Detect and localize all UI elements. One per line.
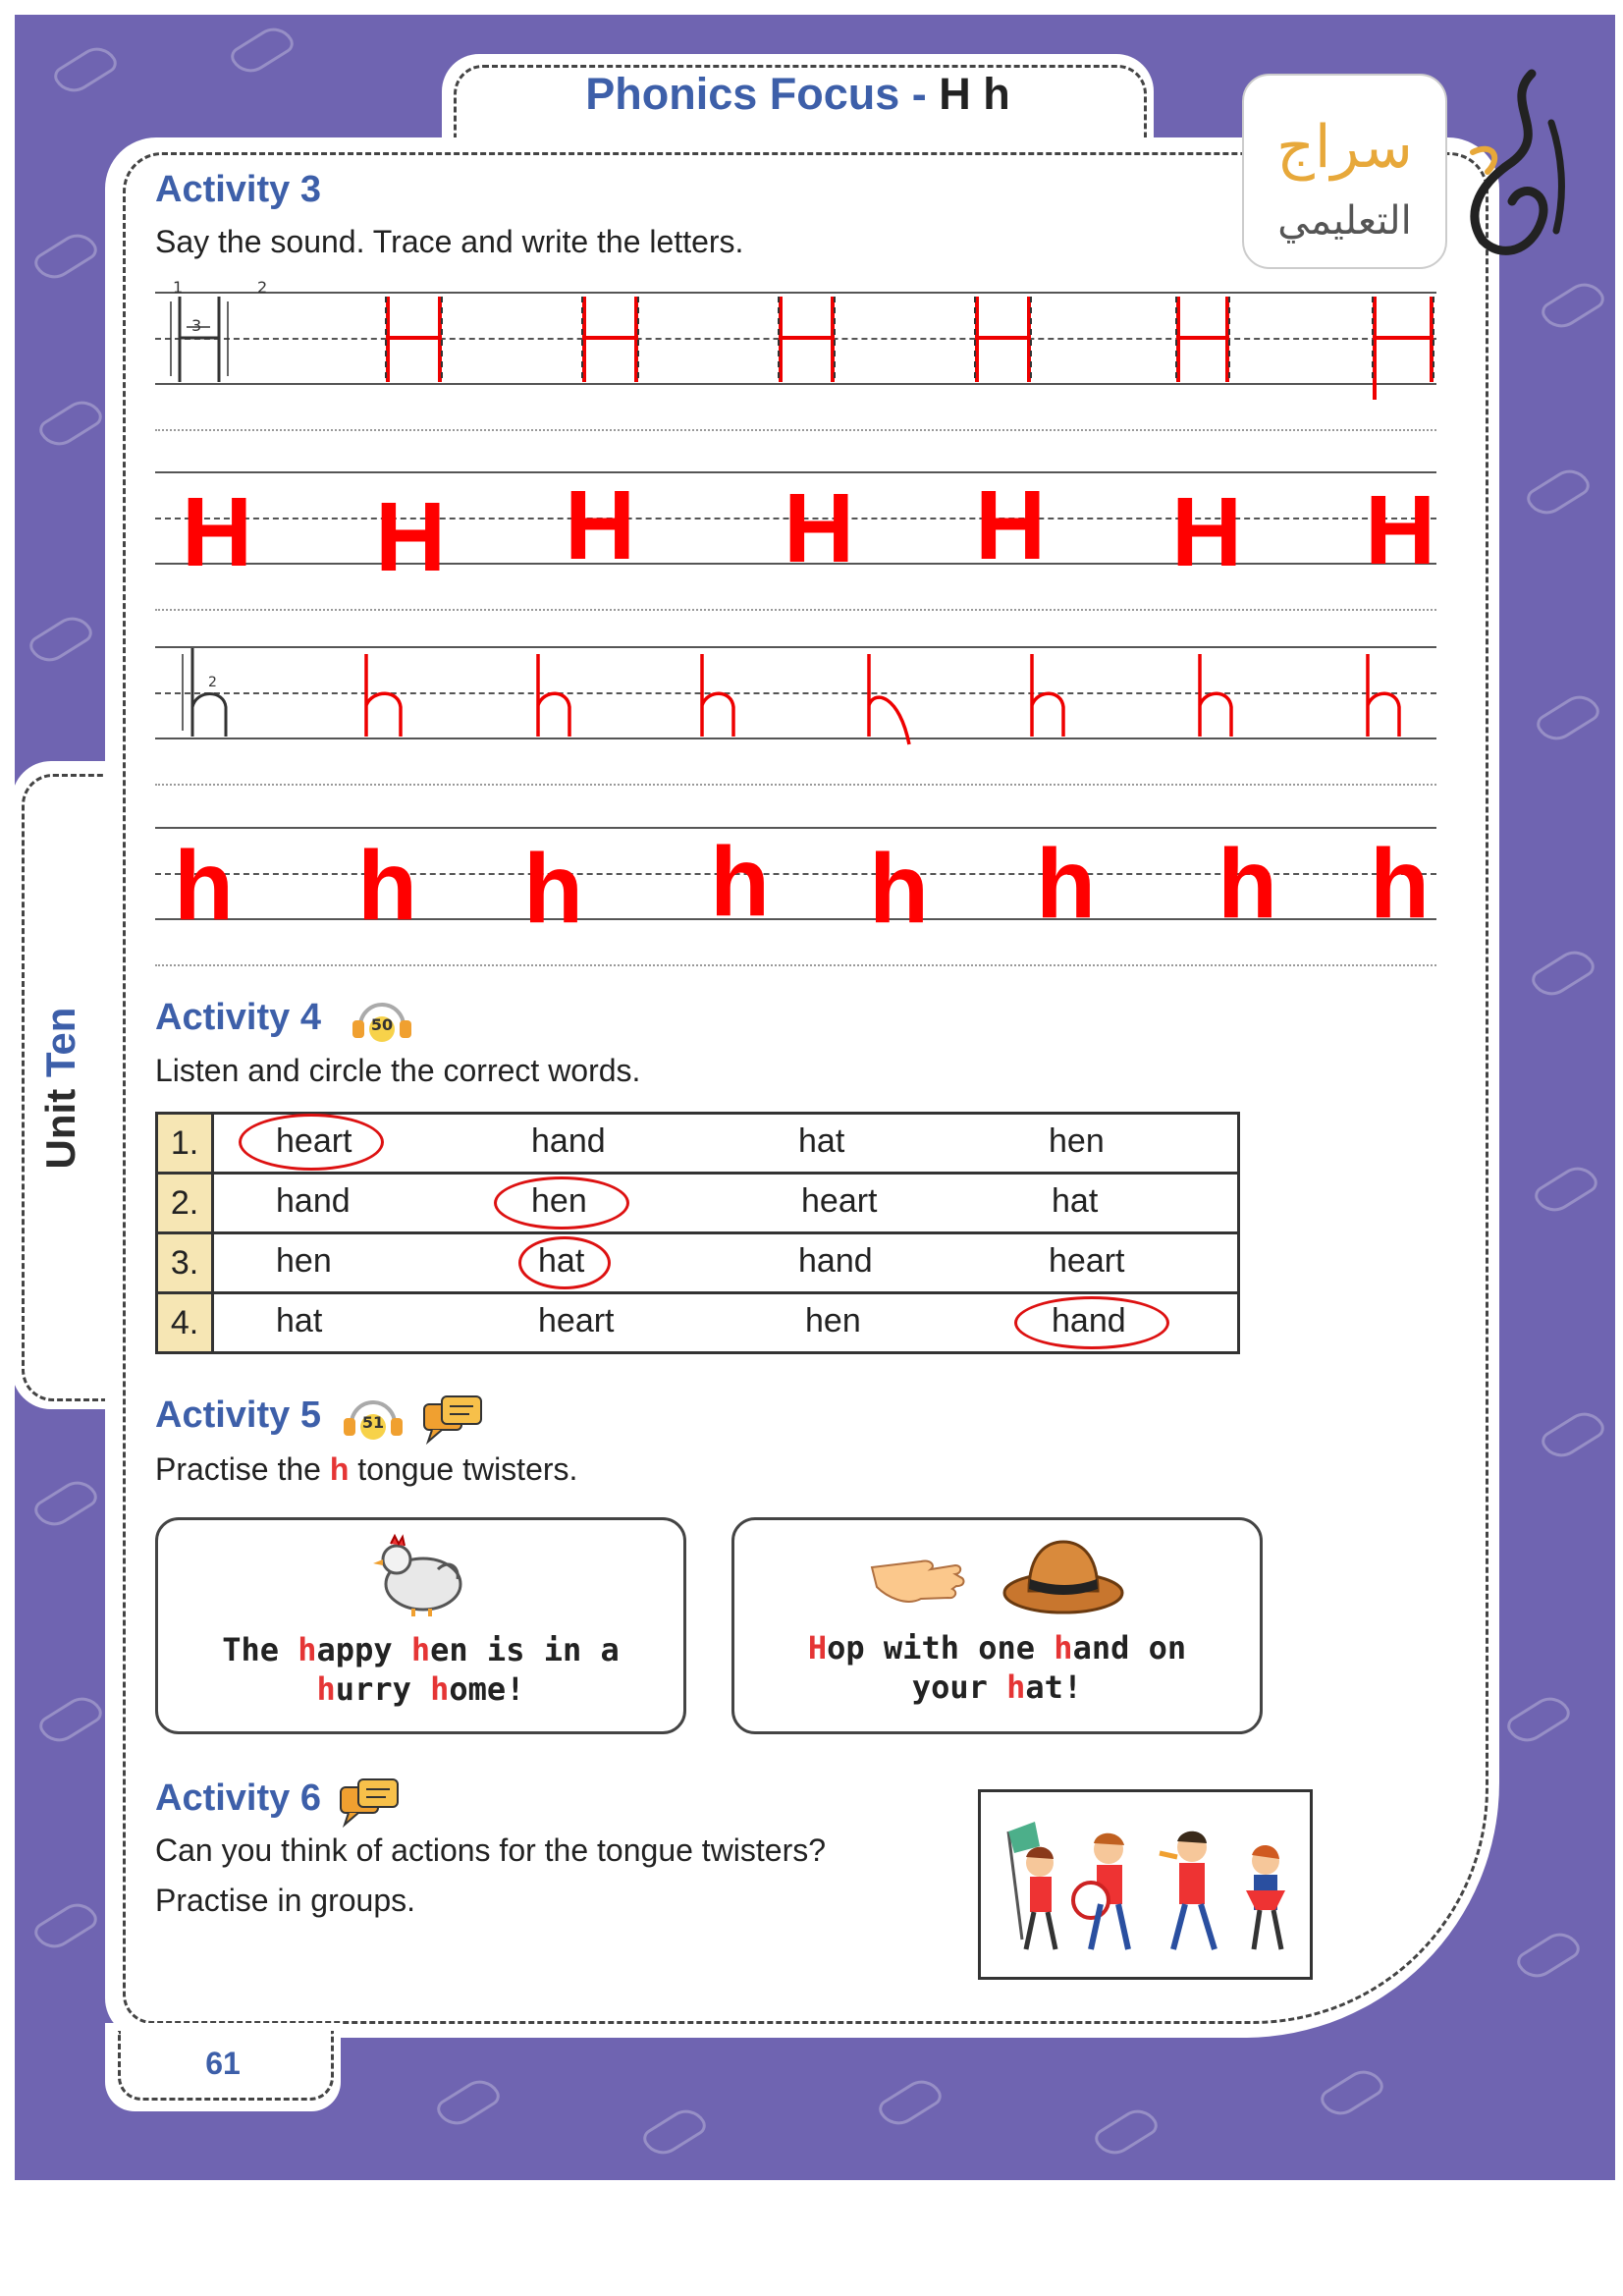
child-figure-3 — [1160, 1831, 1215, 1949]
background-rocket-icon — [35, 393, 105, 453]
background-rocket-icon — [30, 1895, 100, 1955]
child-figure-2 — [1073, 1833, 1128, 1949]
row-number: 3. — [157, 1233, 213, 1293]
tongue-twister-card-2 — [731, 1517, 1263, 1734]
written-letter-h: h — [1036, 829, 1097, 939]
row-words — [213, 1233, 1239, 1293]
word-option[interactable]: hand — [1052, 1302, 1126, 1339]
written-letter-H: H — [182, 477, 253, 587]
activity3-title: Activity 3 — [155, 169, 321, 210]
background-rocket-icon — [1513, 1925, 1583, 1985]
unit-label: Unit Ten — [37, 1007, 83, 1170]
answer-circle — [239, 1114, 384, 1171]
hat-icon — [1000, 1532, 1127, 1620]
child-figure-1 — [1026, 1847, 1055, 1949]
row-words — [213, 1293, 1239, 1353]
background-rocket-icon — [1531, 1159, 1600, 1219]
word-option[interactable]: hen — [531, 1182, 587, 1220]
trace-guides — [386, 297, 1434, 382]
stroke-number-lowercase-2: 2 — [208, 675, 217, 690]
answer-circle — [518, 1236, 611, 1289]
background-rocket-icon — [1503, 1689, 1573, 1749]
background-rocket-icon — [227, 20, 297, 80]
word-option[interactable]: hand — [531, 1122, 606, 1160]
background-rocket-icon — [50, 39, 120, 99]
background-rocket-icon — [1528, 943, 1597, 1003]
tongue-twister-card-1 — [155, 1517, 686, 1734]
written-letter-H: H — [975, 470, 1047, 580]
children-parade-icon — [981, 1792, 1310, 1977]
stroke-number-1: 1 — [173, 278, 184, 297]
model-letter-H — [171, 297, 228, 382]
background-rocket-icon — [1538, 275, 1607, 335]
activity6-instruction-line1: Can you think of actions for the tongue twisters? — [155, 1832, 827, 1868]
calligraphy-icon — [1443, 64, 1581, 270]
word-option[interactable]: hat — [276, 1302, 323, 1339]
activity6-title: Activity 6 — [155, 1777, 321, 1819]
written-letter-h: h — [357, 831, 418, 941]
written-letter-H: H — [1365, 475, 1436, 585]
written-letter-h: h — [710, 827, 771, 937]
stroke-number-2: 2 — [257, 278, 268, 297]
child-figure-4 — [1246, 1845, 1285, 1949]
written-letter-h: h — [523, 834, 584, 944]
word-option[interactable]: hen — [805, 1302, 861, 1339]
written-letter-H: H — [565, 470, 636, 580]
background-rocket-icon — [26, 609, 95, 669]
row-number: 4. — [157, 1293, 213, 1353]
written-letter-H: H — [784, 473, 855, 583]
written-letter-h: h — [1370, 829, 1431, 939]
traced-letters-h — [366, 654, 1399, 744]
tongue-twister-2-text: Hop with one hand on your hat! — [807, 1629, 1187, 1706]
tongue-twister-1-text: The happy hen is in a hurry home! — [222, 1631, 620, 1708]
answer-circle — [494, 1176, 629, 1230]
audio-track-number: 51 — [361, 1413, 385, 1432]
logo-arabic-main: سراج — [1276, 113, 1413, 182]
kids-marching-picture — [978, 1789, 1313, 1980]
logo-box — [1242, 74, 1447, 269]
table-row — [157, 1293, 1239, 1353]
word-option[interactable]: hat — [798, 1122, 845, 1160]
activity4-title: Activity 4 — [155, 997, 321, 1038]
word-option[interactable]: hat — [1052, 1182, 1099, 1220]
audio-track-number: 50 — [370, 1015, 394, 1034]
row-words — [213, 1114, 1239, 1174]
hen-icon — [369, 1530, 467, 1618]
background-rocket-icon — [875, 2072, 945, 2132]
background-rocket-icon — [30, 226, 100, 286]
table-row — [157, 1114, 1239, 1174]
model-letter-h — [183, 648, 226, 737]
stroke-number-3: 3 — [191, 316, 202, 335]
word-option[interactable]: heart — [1049, 1242, 1125, 1280]
traced-letters-H — [388, 297, 1432, 400]
background-rocket-icon — [1533, 687, 1602, 747]
written-letter-h: h — [869, 834, 930, 944]
row-number: 1. — [157, 1114, 213, 1174]
word-option[interactable]: hen — [1049, 1122, 1105, 1160]
logo-arabic-sub: التعليمي — [1277, 198, 1412, 244]
word-option[interactable]: heart — [276, 1122, 352, 1160]
written-letter-h: h — [174, 831, 235, 941]
word-option[interactable]: hand — [276, 1182, 351, 1220]
circle-words-table — [155, 1112, 1240, 1354]
answer-circle — [1014, 1296, 1169, 1349]
speech-bubbles-icon — [422, 1394, 485, 1446]
background-rocket-icon — [30, 1473, 100, 1533]
activity5-instruction: Practise the h tongue twisters. — [155, 1451, 578, 1487]
written-letter-H: H — [1171, 477, 1243, 587]
background-rocket-icon — [1091, 2102, 1161, 2161]
word-option[interactable]: hat — [538, 1242, 585, 1280]
row-number: 2. — [157, 1174, 213, 1233]
background-rocket-icon — [35, 1689, 105, 1749]
publisher-logo — [1242, 74, 1581, 275]
activity3-instruction: Say the sound. Trace and write the letters. — [155, 224, 744, 259]
activity6-instruction-line2: Practise in groups. — [155, 1883, 416, 1918]
speech-bubbles-icon — [339, 1777, 402, 1829]
background-rocket-icon — [1317, 2062, 1386, 2122]
background-rocket-icon — [1523, 462, 1593, 521]
written-letter-h: h — [1217, 829, 1278, 939]
word-option[interactable]: hand — [798, 1242, 873, 1280]
written-letter-H: H — [375, 482, 447, 592]
background-rocket-icon — [1538, 1404, 1607, 1464]
word-option[interactable]: heart — [538, 1302, 615, 1339]
page-title-letters: H h — [939, 69, 1010, 119]
activity5-title: Activity 5 — [155, 1394, 321, 1436]
page-number: 61 — [205, 2046, 241, 2081]
word-option[interactable]: heart — [801, 1182, 878, 1220]
background-rocket-icon — [639, 2102, 709, 2161]
uppercase-trace-strokes — [155, 292, 1436, 390]
row-words — [213, 1174, 1239, 1233]
activity4-instruction: Listen and circle the correct words. — [155, 1053, 641, 1088]
table-row — [157, 1233, 1239, 1293]
page-title: Phonics Focus - H h — [585, 69, 1010, 119]
lowercase-trace-strokes — [155, 646, 1436, 744]
word-option[interactable]: hen — [276, 1242, 332, 1280]
hand-icon — [862, 1538, 970, 1612]
table-row — [157, 1174, 1239, 1233]
background-rocket-icon — [433, 2072, 503, 2132]
